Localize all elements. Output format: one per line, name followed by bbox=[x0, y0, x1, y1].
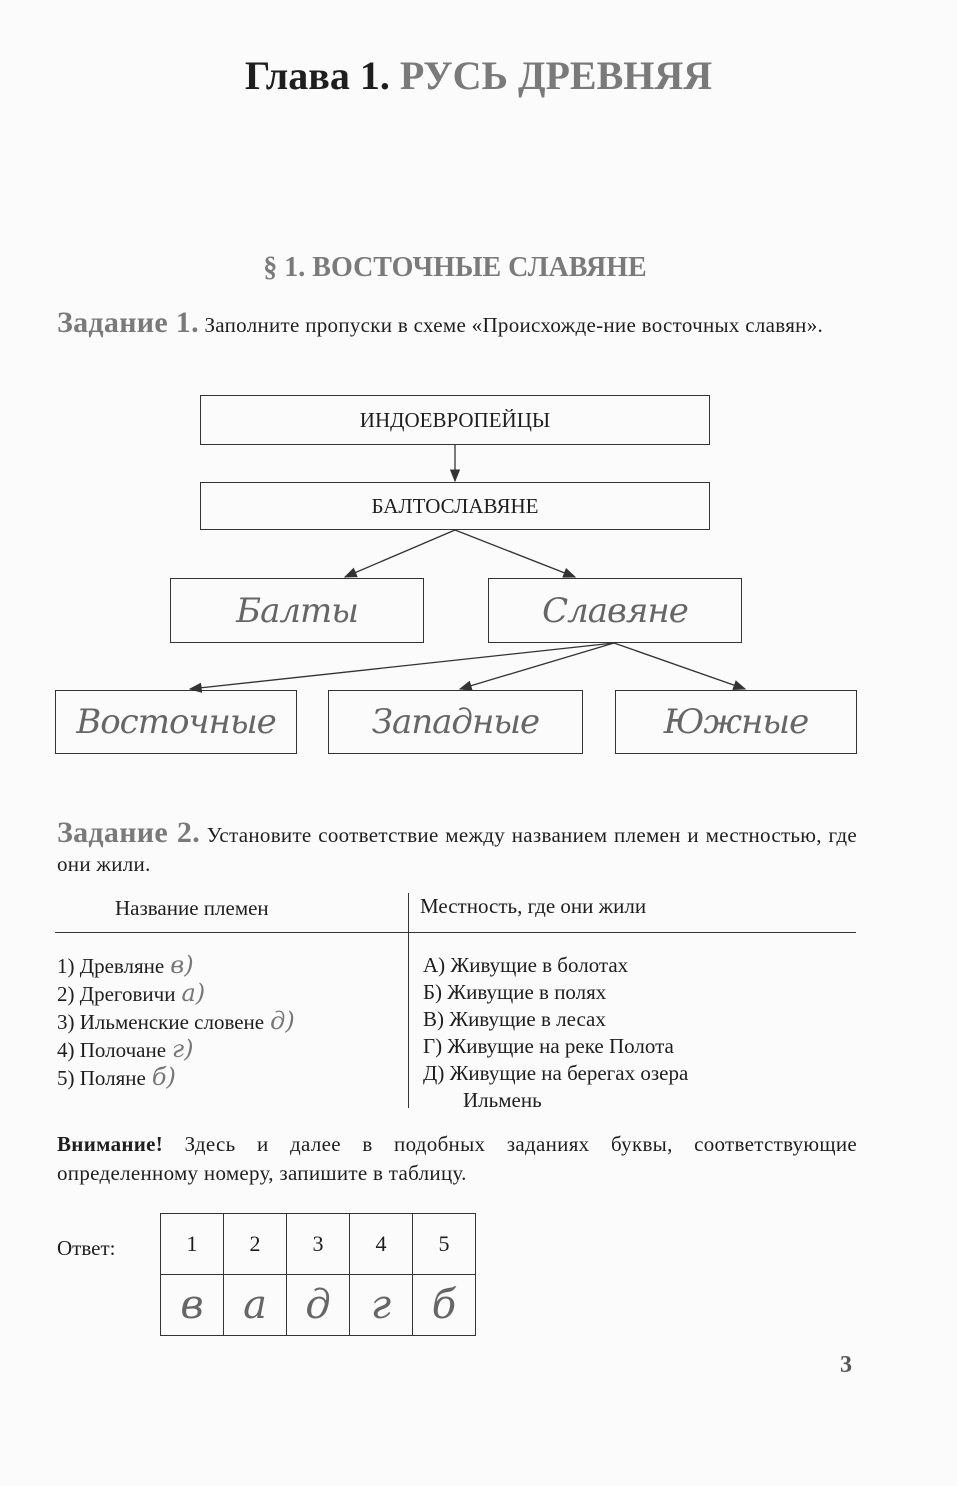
attention-note bbox=[57, 1130, 857, 1188]
page-number: 3 bbox=[840, 1352, 852, 1378]
handwritten-answer: г) bbox=[172, 1035, 194, 1063]
answer-number: 4 bbox=[350, 1214, 413, 1275]
section-title: § 1. ВОСТОЧНЫЕ СЛАВЯНЕ bbox=[263, 252, 647, 283]
place-item: Б) Живущие в полях bbox=[423, 980, 607, 1004]
tribe-item bbox=[57, 952, 295, 980]
arrow bbox=[455, 530, 575, 577]
place-item: Г) Живущие на реке Полота bbox=[423, 1034, 674, 1058]
attention-text: Здесь и далее в подобных заданиях буквы, соответствующие определенному номеру, запишите в таблицу. bbox=[57, 1132, 857, 1185]
tribe-item bbox=[57, 1064, 295, 1092]
answer-cell[interactable]: г bbox=[350, 1275, 413, 1336]
tribe-name: 3) Ильменские словене bbox=[57, 1010, 265, 1034]
answer-number: 2 bbox=[224, 1214, 287, 1275]
task1-instructions: Заполните пропуски в схеме «Происхожде-ние восточных славян». bbox=[204, 313, 824, 337]
scheme-box-balts[interactable]: Балты bbox=[170, 578, 424, 643]
handwritten-answer: в) bbox=[170, 951, 194, 979]
tribe-item bbox=[57, 980, 295, 1008]
handwritten-answer: д) bbox=[270, 1007, 295, 1035]
arrow bbox=[614, 643, 745, 689]
handwritten-answer: а) bbox=[181, 979, 206, 1007]
task2-label: Задание 2. bbox=[57, 816, 201, 849]
answer-cell[interactable]: д bbox=[287, 1275, 350, 1336]
scheme-box-slavs[interactable]: Славяне bbox=[488, 578, 742, 643]
answer-cell[interactable]: в bbox=[161, 1275, 224, 1336]
answer-number: 5 bbox=[413, 1214, 476, 1275]
scheme-box-south[interactable]: Южные bbox=[615, 690, 857, 754]
chapter-name: РУСЬ ДРЕВНЯЯ bbox=[399, 53, 713, 98]
table-divider bbox=[55, 932, 856, 933]
scheme-box-west[interactable]: Западные bbox=[328, 690, 583, 754]
arrow bbox=[190, 643, 614, 689]
table-vertical-divider bbox=[408, 893, 409, 1108]
tribe-item bbox=[57, 1036, 295, 1064]
tribe-name: 4) Полочане bbox=[57, 1038, 167, 1062]
arrow bbox=[460, 643, 614, 689]
answer-cell[interactable]: а bbox=[224, 1275, 287, 1336]
task2-instructions: Установите соответствие между названием племен и местностью, где они жили. bbox=[57, 823, 857, 876]
answer-cell[interactable]: б bbox=[413, 1275, 476, 1336]
answer-label: Ответ: bbox=[57, 1236, 116, 1260]
column-header-places: Местность, где они жили bbox=[420, 894, 647, 918]
place-item: В) Живущие в лесах bbox=[423, 1007, 606, 1031]
handwritten-answer: б) bbox=[151, 1063, 176, 1091]
tribe-name: 2) Дреговичи bbox=[57, 982, 176, 1006]
column-header-tribes: Название племен bbox=[115, 896, 269, 920]
scheme-box-indoeuropeans: ИНДОЕВРОПЕЙЦЫ bbox=[200, 395, 710, 445]
chapter-number: Глава 1. bbox=[244, 53, 390, 98]
tribe-name: 5) Поляне bbox=[57, 1066, 146, 1090]
tribe-name: 1) Древляне bbox=[57, 954, 165, 978]
place-item: Д) Живущие на берегах озера bbox=[423, 1061, 689, 1085]
scheme-box-east[interactable]: Восточные bbox=[55, 690, 297, 754]
place-item: А) Живущие в болотах bbox=[423, 953, 629, 977]
answer-table bbox=[160, 1213, 476, 1336]
arrow bbox=[345, 530, 455, 577]
place-item: Ильмень bbox=[463, 1088, 542, 1112]
answer-number: 1 bbox=[161, 1214, 224, 1275]
places-list bbox=[423, 952, 858, 1114]
attention-label: Внимание! bbox=[57, 1132, 164, 1156]
scheme-box-baltoslavs: БАЛТОСЛАВЯНЕ bbox=[200, 482, 710, 530]
tribes-list bbox=[57, 952, 295, 1092]
answer-number: 3 bbox=[287, 1214, 350, 1275]
task1-label: Задание 1. bbox=[57, 306, 199, 339]
task2-text bbox=[57, 818, 857, 879]
tribe-item bbox=[57, 1008, 295, 1036]
